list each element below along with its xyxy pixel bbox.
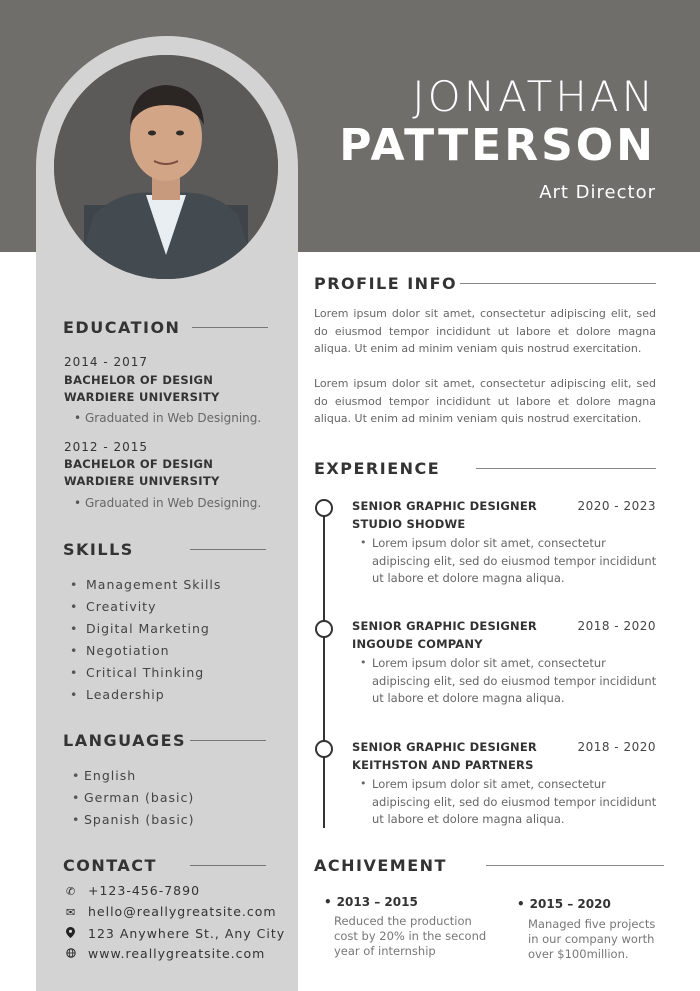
achievement-years: • 2015 – 2020 [517, 897, 611, 911]
education-school: WARDIERE UNIVERSITY [64, 474, 220, 488]
profile-paragraph: Lorem ipsum dolor sit amet, consectetur adipiscing elit, sed do eiusmod tempor incididunt ut labore et dolore magna aliqua. Ut enim ad minim veniam quis nostrud exercitation. [314, 307, 656, 355]
last-name: PATTERSON [339, 120, 656, 171]
achievement-divider [486, 865, 664, 866]
job-dates: 2018 - 2020 [577, 740, 656, 754]
skill-item: • Negotiation [70, 643, 170, 658]
timeline-marker [315, 499, 333, 517]
contact-heading: CONTACT [63, 856, 157, 875]
education-degree: BACHELOR OF DESIGN [64, 457, 214, 471]
profile-paragraph: Lorem ipsum dolor sit amet, consectetur adipiscing elit, sed do eiusmod tempor incididunt ut labore et dolore magna aliqua. Ut enim ad minim veniam quis nostrud exercitation. [314, 377, 656, 425]
bullet-dot: • [360, 536, 367, 549]
profile-photo [54, 55, 278, 279]
timeline-marker [315, 740, 333, 758]
job-role: SENIOR GRAPHIC DESIGNER [352, 740, 537, 754]
job-title: Art Director [539, 182, 656, 203]
education-degree: BACHELOR OF DESIGN [64, 373, 214, 387]
job-role: SENIOR GRAPHIC DESIGNER [352, 499, 537, 513]
job-description: Lorem ipsum dolor sit amet, consectetur adipiscing elit, sed do eiusmod tempor incididunt ut labore et dolore magna aliqua. [372, 536, 657, 585]
education-years: 2012 - 2015 [64, 440, 149, 454]
job-dates: 2018 - 2020 [577, 619, 656, 633]
education-heading: EDUCATION [63, 318, 181, 337]
location-pin-icon [66, 927, 88, 941]
skill-item: • Creativity [70, 599, 157, 614]
skill-item: • Management Skills [70, 577, 222, 592]
education-note: • Graduated in Web Designing. [74, 411, 262, 425]
profile-divider [460, 283, 656, 284]
contact-divider [190, 865, 266, 866]
language-item: • Spanish (basic) [72, 812, 195, 827]
bullet-dot: • [360, 777, 367, 790]
job-role: SENIOR GRAPHIC DESIGNER [352, 619, 537, 633]
globe-icon [66, 948, 88, 961]
languages-divider [190, 740, 266, 741]
skill-item: • Critical Thinking [70, 665, 205, 680]
mail-icon: ✉ [66, 906, 77, 919]
education-divider [192, 327, 268, 328]
job-company: STUDIO SHODWE [352, 517, 466, 531]
achievement-text: Reduced the production cost by 20% in the second year of internship [334, 914, 487, 958]
job-company: INGOUDE COMPANY [352, 637, 483, 651]
experience-divider [476, 468, 656, 469]
profile-heading: PROFILE INFO [314, 274, 458, 293]
phone-icon: ✆ [66, 885, 77, 898]
skills-heading: SKILLS [63, 540, 134, 559]
contact-phone: ✆ +123-456-7890 [66, 883, 201, 898]
achievement-heading: ACHIVEMENT [314, 856, 447, 875]
education-note: • Graduated in Web Designing. [74, 496, 262, 510]
language-item: • English [72, 768, 137, 783]
experience-timeline [323, 508, 325, 828]
skill-item: • Leadership [70, 687, 165, 702]
contact-address: 123 Anywhere St., Any City [66, 926, 285, 941]
skills-divider [190, 549, 266, 550]
bullet-dot: • [360, 656, 367, 669]
language-item: • German (basic) [72, 790, 195, 805]
contact-website[interactable]: www.reallygreatsite.com [66, 946, 265, 961]
education-school: WARDIERE UNIVERSITY [64, 390, 220, 404]
education-years: 2014 - 2017 [64, 355, 149, 369]
achievement-years: • 2013 – 2015 [324, 895, 418, 909]
languages-heading: LANGUAGES [63, 731, 187, 750]
first-name: JONATHAN [412, 72, 656, 121]
job-company: KEITHSTON AND PARTNERS [352, 758, 534, 772]
experience-heading: EXPERIENCE [314, 459, 441, 478]
job-description: Lorem ipsum dolor sit amet, consectetur adipiscing elit, sed do eiusmod tempor incididunt ut labore et dolore magna aliqua. [372, 777, 657, 826]
contact-email[interactable]: ✉ hello@reallygreatsite.com [66, 904, 277, 919]
job-description: Lorem ipsum dolor sit amet, consectetur adipiscing elit, sed do eiusmod tempor incididunt ut labore et dolore magna aliqua. [372, 656, 657, 705]
job-dates: 2020 - 2023 [577, 499, 656, 513]
timeline-marker [315, 620, 333, 638]
skill-item: • Digital Marketing [70, 621, 210, 636]
achievement-text: Managed five projects in our company worth over $100million. [528, 917, 656, 961]
